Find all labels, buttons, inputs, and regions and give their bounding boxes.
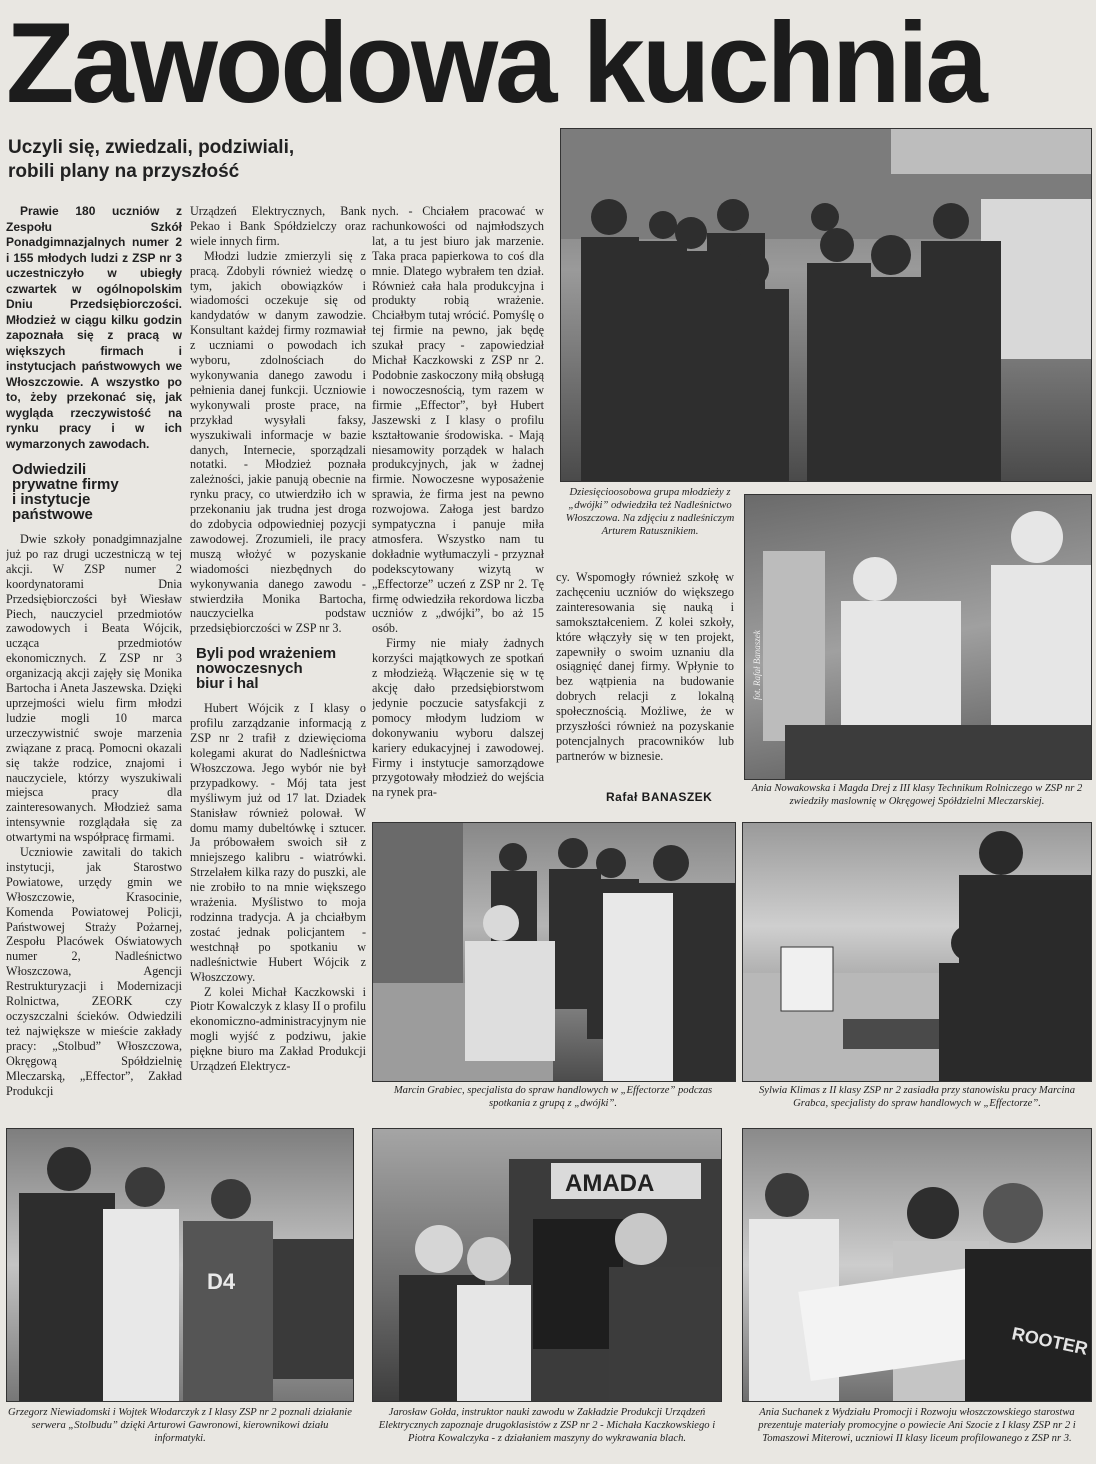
photo-group-forestry: [560, 128, 1092, 482]
photo-stolbud-server: [6, 1128, 354, 1402]
article-column-3: [372, 204, 544, 808]
paragraph: Młodzi ludzie zmierzyli się z pracą. Zdobyli również wiedzę o tym, jakich obowiązków i wiadomości oczekuje się od kandydatów w danym zawodzie. Konsultant każdej firmy rozmawiał z uczniami o powodach ich wyboru, zdolnościach do wykonywania danego zawodu i pełnienia danej funkcji. Uczniowie wykonywali proste prace, na przykład wysyłali faksy, wyszukiwali informacje w bazie danych, Internecie, sporządzali notatki. - Młodzież poznała zależności, jakie panują obecnie na rynku pracy, co utwierdziło ich w przekonaniu jak trudna jest droga do zdobycia odpowiedniej pozycji zawodowej. Zrozumieli, ile pracy muszą włożyć w pozyskanie wiadomości niezbędnych do wykonywania danego zawodu - stwierdziła Monika Bartocha, nauczycielka podstaw przedsiębiorczości w ZSP nr 3.: [190, 248, 366, 636]
lead-paragraph: Prawie 180 uczniów z Zespołu Szkół Ponadgimnazjalnych numer 2 i 155 młodych ludzi z ZSP nr 3 uczestniczyło w ubiegły czwartek w ogólnopolskim Dniu Przedsiębiorczości. Młodzież w ciągu kilku godzin zapoznała się z pracą w większych firmach i instytucjach państwowych we Włoszczowie. A wszystko po to, żeby przekonać się, jak wygląda rzeczywistość na rynku pracy i w ich wymarzonych zawodach.: [6, 204, 182, 451]
paragraph: Firmy nie miały żadnych korzyści majątkowych ze spotkań z młodzieżą. Włączenie się w tę akcję dało przedsiębiorstwom jedynie poczucie satysfakcji z pomocy młodym ludziom w dokonywaniu wyboru dalszej kariery edukacyjnej i zawodowej. Firmy i instytucje samorządowe przygotowały młodzież do wejścia na rynek pra-: [372, 636, 544, 800]
caption-effector-meeting: Marcin Grabiec, specjalista do spraw handlowych w „Effectorze” podczas spotkania z grupą z „dwójki”.: [393, 1085, 713, 1109]
article-column-2: [190, 204, 366, 1114]
shirt-print: D4: [207, 1269, 236, 1294]
subheadline-line-1: Uczyli się, zwiedzali, podziwiali,: [8, 137, 295, 158]
shirt-print-2: ROOTER: [1010, 1323, 1090, 1359]
paragraph: Hubert Wójcik z I klasy o profilu zarządzanie informacją z ZSP nr 2 trafił z dziewięcioma kolegami akurat do Nadleśnictwa Włoszczowa. Jego wybór nie był przypadkowy. - Mój tata jest myśliwym już od 17 lat. Dziadek Stanisław również polował. W domu mamy dubeltówkę i sztucer. Ja próbowałem swoich sił z mniejszego kalibru - wiatrówki. Strzelałem kilka razy do puszki, ale nie zrobiło to na mnie większego wrażenia. Myślistwo to moja rodzinna tradycja. A ja chciałbym zostać jednak policjantem - westchnął po spotkaniu w nadleśnictwie Hubert Wójcik z Włoszczowy.: [190, 701, 366, 984]
article-column-4: [556, 570, 734, 782]
paragraph: nych. - Chciałem pracować w rachunkowości od najmłodszych lat, a tu jest biuro jak marzenie. Taka praca papierkowa to coś dla mnie. Dlatego wybrałem ten dział. Również cała hala produkcyjna i produkty robią wrażenie. Chciałbym tutaj wrócić. Pomyślę o tej firmie na pewno, jak będę szukał pracy - zapowiedział Michał Kaczkowski z ZSP nr 2. Podobnie zaskoczony miłą obsługą i nowoczesnością, tym razem w firmie „Effector”, był Hubert Jaszewski z I klasy o profilu kształtowanie środowiska. - Mają niesamowity porządek w halach produkcyjnych, jak w żadnej firmie. Nowoczesne wyposażenie sprawia, że firma jest na pewno rozwojowa. Załoga jest bardzo sympatyczna i panuje miła atmosfera. Wszystko nam tu dokładnie wytłumaczyli - przyznał podekscytowany wizytą w „Effectorze” uczeń z ZSP nr 2. Tę firmę odwiedziła rekordowa liczba uczniów z „dwójki”, bo aż 15 osób.: [372, 204, 544, 636]
paragraph: cy. Wspomogły również szkołę w zachęceniu uczniów do większego zainteresowania się nauką i samokształceniem. Z kolei szkoły, które włączyły się w ten projekt, zapewniły o swoim uznaniu dla osiągnięć danej firmy. Wpłynie to bez wątpienia na budowanie dobrych relacji z lokalną społecznością. Możliwe, że w przyszłości również na pozyskanie potencjalnych pracowników lub partnerów w biznesie.: [556, 570, 734, 763]
photo-factory-machine: [372, 1128, 722, 1402]
headline: Zawodowa kuchnia: [6, 0, 985, 127]
paragraph: Dwie szkoły ponadgimnazjalne już po raz drugi uczestniczą w tej akcji. W ZSP numer 2 koordynatorami Dnia Przedsiębiorczości był Wiesław Piech, nauczyciel przedmiotów zawodowych i Beata Wójcik, ucząca przedmiotów ekonomicznych. Z ZSP nr 3 organizacją akcji zajęły się Monika Bartocha i Aneta Jaszewska. Dzięki uprzejmości wielu firm młodzi ludzie mogli 10 marca urzeczywistnić swoje marzenia związane z pracą. Pomocni okazali się także rodzice, znajomi i nauczyciele, którzy wyszukiwali miejsca pracy dla zainteresowanych. Młodzież sama intensywnie rozglądała się za otwartymi na współpracę firmami.: [6, 532, 182, 845]
photo-county-office: [742, 1128, 1092, 1402]
section-heading-1: Odwiedzili prywatne firmy i instytucje państwowe: [12, 461, 119, 523]
caption-group-forestry: Dziesięcioosobowa grupa młodzieży z „dwójki” odwiedziła też Nadleśnictwo Włoszczowa. Na zdjęciu z nadleśniczym Arturem Ratusznikiem.: [565, 487, 735, 537]
caption-dairy: Ania Nowakowska i Magda Drej z III klasy Technikum Rolniczego w ZSP nr 2 zwiedziły maslownię w Okręgowej Spółdzielni Mleczarskiej.: [751, 783, 1083, 807]
caption-effector-desk: Sylwia Klimas z II klasy ZSP nr 2 zasiadła przy stanowisku pracy Marcina Grabca, specjalisty do spraw handlowych w „Effectorze”.: [758, 1085, 1076, 1109]
photo-effector-desk: [742, 822, 1092, 1082]
paragraph: Uczniowie zawitali do takich instytucji, jak Starostwo Powiatowe, urzędy gmin we Włoszczowie, Krasocinie, Komenda Powiatowej Policji, Państwowej Straży Pożarnej, Zespołu Placówek Oświatowych numer 2, Nadleśnictwo Włoszczowa, Agencji Restrukturyzacji i Modernizacji Rolnictwa, ZEORK czy oczyszczalni ścieków. Odwiedzili też największe w mieście zakłady pracy: „Stolbud” Włoszczowa, Okręgową Spółdzielnię Mleczarską, „Effector”, Zakład Produkcji: [6, 845, 182, 1098]
caption-factory: Jarosław Gołda, instruktor nauki zawodu w Zakładzie Produkcji Urządzeń Elektrycznych zapoznaje drugoklasistów z ZSP nr 2 - Michała Kaczkowskiego i Piotra Kowalczyka - z działaniem maszyny do wykrawania blach.: [378, 1407, 716, 1444]
paragraph: Urządzeń Elektrycznych, Bank Pekao i Bank Spółdzielczy oraz wiele innych firm.: [190, 204, 366, 248]
paragraph: Z kolei Michał Kaczkowski i Piotr Kowalczyk z klasy II o profilu ekonomiczno-administracyjnym nie mogli wyjść z podziwu, jakie piękne biuro ma Zakład Produkcji Urządzeń Elektrycz-: [190, 984, 366, 1074]
article-column-1: [6, 204, 182, 1114]
machine-brand: AMADA: [565, 1170, 655, 1197]
subheadline-line-2: robili plany na przyszłość: [8, 161, 240, 182]
photo-dairy: [744, 494, 1092, 780]
section-heading-2: Byli pod wrażeniem nowoczesnych biur i hal: [196, 645, 337, 693]
subheadline: [8, 136, 328, 184]
caption-county: Ania Suchanek z Wydziału Promocji i Rozwoju włoszczowskiego starostwa prezentuje materiały promocyjne o powiecie Ani Szocie z I klasy ZSP nr 2 i Tomaszowi Miterowi, uczniowi II klasy liceum profilowanego z ZSP nr 3.: [758, 1407, 1076, 1444]
byline: Rafał BANASZEK: [606, 790, 713, 804]
photo-effector-meeting: [372, 822, 736, 1082]
photo-credit: fot. Rafał Banaszek: [752, 630, 762, 700]
caption-stolbud: Grzegorz Niewiadomski i Wojtek Włodarczyk z I klasy ZSP nr 2 poznali działanie serwera „Stolbudu” dzięki Arturowi Gawronowi, kierownikowi działu informatyki.: [8, 1407, 352, 1444]
